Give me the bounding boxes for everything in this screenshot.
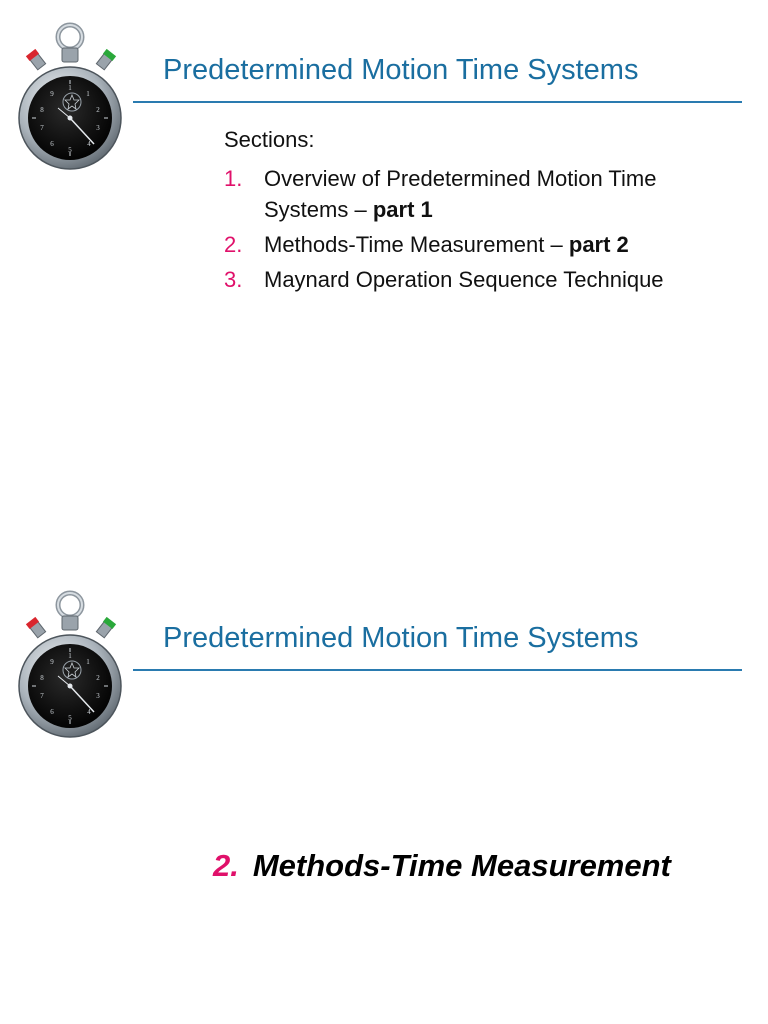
stopwatch-icon xyxy=(16,20,126,170)
sections-list xyxy=(224,163,724,299)
list-item-text: Methods-Time Measurement – part 2 xyxy=(264,232,629,257)
section-heading-number: 2. xyxy=(213,848,239,883)
list-item xyxy=(224,229,724,260)
list-item xyxy=(224,264,724,295)
sections-label: Sections: xyxy=(224,127,315,152)
part-label: part 2 xyxy=(568,232,629,257)
list-item-number: 3. xyxy=(224,267,243,292)
list-item-text: Maynard Operation Sequence Technique xyxy=(264,267,664,292)
part-label: part 1 xyxy=(372,197,433,222)
stopwatch-icon xyxy=(16,588,126,738)
list-item-number: 1. xyxy=(224,166,243,191)
slide-2 xyxy=(0,568,768,1024)
section-heading-text: Methods-Time Measurement xyxy=(252,848,671,883)
title-divider xyxy=(133,669,742,671)
list-item xyxy=(224,163,724,225)
slide-title: Predetermined Motion Time Systems xyxy=(163,622,639,654)
list-item-number: 2. xyxy=(224,232,243,257)
list-item-text: Overview of Predetermined Motion Time Systems – part 1 xyxy=(264,166,657,222)
title-divider xyxy=(133,101,742,103)
section-heading xyxy=(213,848,671,884)
slide-title: Predetermined Motion Time Systems xyxy=(163,54,639,86)
